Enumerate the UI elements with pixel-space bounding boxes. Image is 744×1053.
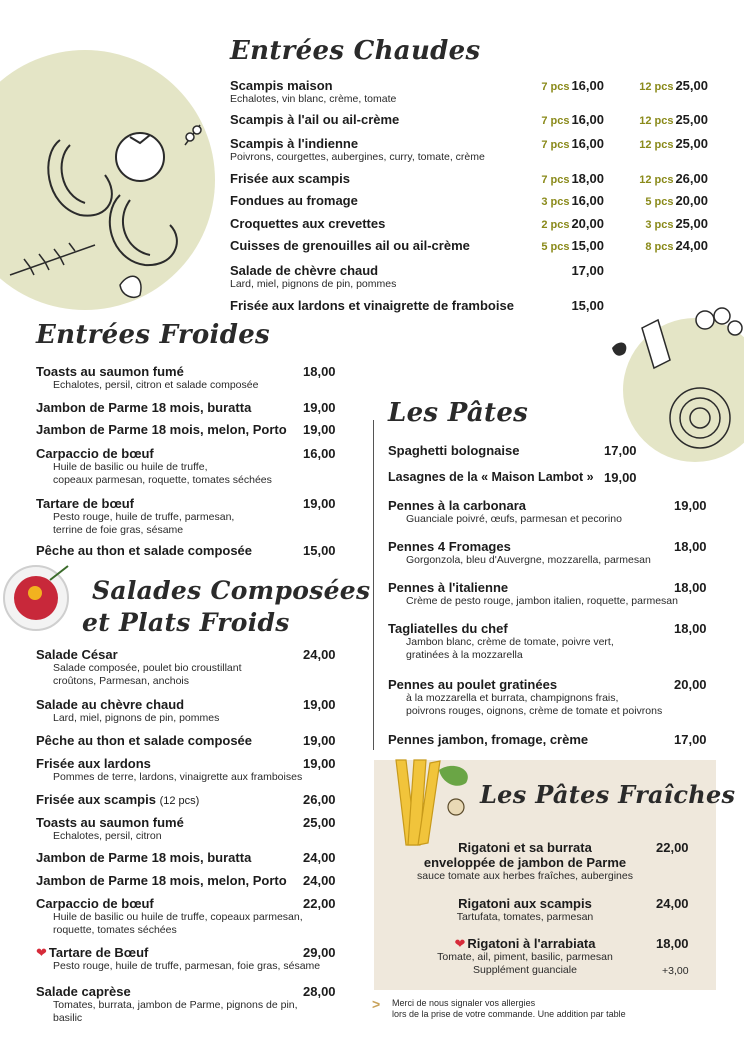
item-name bbox=[36, 792, 199, 809]
menu-item bbox=[230, 193, 358, 208]
item-price: 17,00 bbox=[604, 443, 637, 458]
item-quantity: 12 pcs bbox=[639, 174, 674, 186]
item-name: Pêche au thon et salade composée bbox=[36, 733, 253, 748]
menu-item bbox=[36, 873, 287, 888]
item-name: Lasagnes de la « Maison Lambot » bbox=[388, 470, 594, 484]
item-name: Rigatoni et sa burrata bbox=[458, 840, 592, 855]
item-quantity: 7 pcs bbox=[541, 115, 570, 127]
item-price: 16,00 bbox=[303, 446, 336, 461]
item-price: 16,00 bbox=[571, 78, 604, 93]
item-price: 19,00 bbox=[674, 498, 707, 513]
item-price-small bbox=[541, 112, 604, 129]
item-name: Fondues au fromage bbox=[230, 193, 358, 208]
item-price: 24,00 bbox=[656, 896, 689, 911]
menu-item bbox=[230, 78, 396, 106]
menu-item bbox=[400, 936, 650, 977]
item-quantity: 5 pcs bbox=[541, 241, 570, 253]
item-description: Guanciale poivré, œufs, parmesan et pecorino bbox=[406, 513, 622, 525]
item-description: terrine de foie gras, sésame bbox=[53, 524, 184, 536]
item-description: Poivrons, courgettes, aubergines, curry, tomate, crème bbox=[230, 151, 485, 163]
menu-item bbox=[230, 171, 350, 186]
tartare-plate-illustration bbox=[2, 562, 74, 634]
item-price: 24,00 bbox=[303, 873, 336, 888]
item-price: 17,00 bbox=[674, 732, 707, 747]
item-name: Spaghetti bolognaise bbox=[388, 443, 520, 458]
item-description: Tartufata, tomates, parmesan bbox=[456, 911, 594, 923]
rigatoni-illustration bbox=[384, 755, 474, 850]
item-description: Echalotes, persil, citron bbox=[53, 830, 162, 842]
item-price: 15,00 bbox=[303, 543, 336, 558]
item-price-small bbox=[541, 171, 604, 188]
menu-item bbox=[36, 400, 251, 415]
menu-item bbox=[388, 443, 519, 458]
menu-item bbox=[388, 677, 662, 718]
item-quantity: 3 pcs bbox=[541, 196, 570, 208]
item-description: roquette, tomates séchées bbox=[53, 924, 177, 936]
item-price: 25,00 bbox=[675, 78, 708, 93]
item-quantity: 12 pcs bbox=[639, 115, 674, 127]
item-price-small bbox=[541, 238, 604, 255]
item-price: 28,00 bbox=[303, 984, 336, 999]
menu-item bbox=[36, 364, 258, 392]
item-price-small bbox=[541, 216, 604, 233]
item-price: 16,00 bbox=[571, 193, 604, 208]
item-name-text: Tartare de Bœuf bbox=[48, 945, 149, 960]
item-price: 20,00 bbox=[675, 193, 708, 208]
item-price: 19,00 bbox=[303, 756, 336, 771]
item-price-large bbox=[639, 112, 708, 129]
section-title-entrees-froides: Entrées Froides bbox=[36, 320, 270, 350]
item-description: Salade composée, poulet bio croustillant bbox=[53, 662, 242, 674]
item-name bbox=[400, 936, 650, 951]
item-name: Frisée aux lardons bbox=[36, 756, 151, 771]
item-name: Tartare de bœuf bbox=[36, 496, 134, 511]
item-description: Lard, miel, pignons de pin, pommes bbox=[230, 278, 397, 290]
item-description: Tomates, burrata, jambon de Parme, pignons de pin, bbox=[53, 999, 298, 1011]
item-price-large bbox=[639, 171, 708, 188]
menu-item bbox=[36, 896, 303, 937]
item-quantity: 7 pcs bbox=[541, 81, 570, 93]
menu-item bbox=[36, 496, 234, 537]
item-quantity: 12 pcs bbox=[639, 139, 674, 151]
heart-icon: ❤ bbox=[454, 936, 466, 951]
item-price: 15,00 bbox=[571, 238, 604, 253]
item-price: 25,00 bbox=[675, 216, 708, 231]
item-description: basilic bbox=[53, 1012, 83, 1024]
item-price: 24,00 bbox=[675, 238, 708, 253]
item-price-large bbox=[639, 136, 708, 153]
item-description: à la mozzarella et burrata, champignons frais, bbox=[406, 692, 619, 704]
item-name: Salade de chèvre chaud bbox=[230, 263, 379, 278]
menu-item bbox=[400, 896, 650, 924]
menu-item bbox=[230, 298, 514, 313]
item-description: Huile de basilic ou huile de truffe, copeaux parmesan, bbox=[53, 911, 303, 923]
item-price: 19,00 bbox=[303, 496, 336, 511]
chevron-right-icon: > bbox=[372, 996, 381, 1012]
item-description: sauce tomate aux herbes fraîches, aubergines bbox=[417, 870, 633, 882]
mushroom-icon bbox=[448, 799, 464, 815]
item-name: Carpaccio de bœuf bbox=[36, 446, 154, 461]
item-quantity: 7 pcs bbox=[541, 174, 570, 186]
item-description: croûtons, Parmesan, anchois bbox=[53, 675, 189, 687]
item-description: Lard, miel, pignons de pin, pommes bbox=[53, 712, 220, 724]
item-name bbox=[36, 945, 320, 960]
item-price: 18,00 bbox=[656, 936, 689, 951]
menu-item bbox=[36, 422, 287, 437]
item-price-large bbox=[645, 216, 708, 233]
item-price: 29,00 bbox=[303, 945, 336, 960]
item-name: Pennes 4 Fromages bbox=[388, 539, 511, 554]
item-name: Pennes au poulet gratinées bbox=[388, 677, 558, 692]
item-name: Pennes à la carbonara bbox=[388, 498, 527, 513]
section-title-entrees-chaudes: Entrées Chaudes bbox=[230, 36, 481, 66]
item-description: Pesto rouge, huile de truffe, parmesan, foie gras, sésame bbox=[53, 960, 321, 972]
basil-icon bbox=[439, 766, 468, 786]
menu-item bbox=[230, 263, 396, 291]
item-name: Salade au chèvre chaud bbox=[36, 697, 185, 712]
item-price-small bbox=[541, 193, 604, 210]
section-title-pates-fraiches: Les Pâtes Fraîches bbox=[480, 780, 736, 809]
item-price-large bbox=[645, 238, 708, 255]
item-description: Huile de basilic ou huile de truffe, bbox=[53, 461, 208, 473]
menu-item bbox=[36, 647, 242, 688]
menu-item bbox=[388, 580, 678, 608]
item-price: 19,00 bbox=[604, 470, 637, 485]
item-price-small bbox=[541, 78, 604, 95]
menu-item bbox=[36, 945, 320, 973]
footer-line-2: lors de la prise de votre commande. Une addition par table bbox=[392, 1009, 626, 1019]
item-price: 20,00 bbox=[571, 216, 604, 231]
menu-item bbox=[388, 621, 614, 662]
item-price: 18,00 bbox=[303, 364, 336, 379]
item-quantity: 2 pcs bbox=[541, 219, 570, 231]
menu-item bbox=[230, 112, 399, 127]
item-name: Scampis maison bbox=[230, 78, 333, 93]
item-price: 18,00 bbox=[571, 171, 604, 186]
item-price: 19,00 bbox=[303, 733, 336, 748]
item-description: Echalotes, persil, citron et salade composée bbox=[53, 379, 259, 391]
item-description: Pesto rouge, huile de truffe, parmesan, bbox=[53, 511, 235, 523]
item-name: Tagliatelles du chef bbox=[388, 621, 508, 636]
menu-item bbox=[36, 984, 298, 1025]
item-name: Jambon de Parme 18 mois, buratta bbox=[36, 400, 252, 415]
item-price: 16,00 bbox=[571, 112, 604, 127]
item-name: Salade César bbox=[36, 647, 118, 662]
item-price: 26,00 bbox=[675, 171, 708, 186]
item-description: gratinées à la mozzarella bbox=[406, 649, 523, 661]
menu-item bbox=[388, 732, 588, 747]
menu-item bbox=[388, 498, 622, 526]
item-price: 26,00 bbox=[303, 792, 336, 807]
heart-icon: ❤ bbox=[36, 945, 47, 960]
item-name: Jambon de Parme 18 mois, buratta bbox=[36, 850, 252, 865]
item-name: Jambon de Parme 18 mois, melon, Porto bbox=[36, 422, 287, 437]
item-price: 19,00 bbox=[303, 400, 336, 415]
item-price: 24,00 bbox=[303, 647, 336, 662]
top-left-illustration bbox=[0, 45, 230, 315]
menu-item bbox=[36, 543, 252, 558]
item-price: 18,00 bbox=[674, 621, 707, 636]
item-price-small bbox=[541, 136, 604, 153]
menu-item bbox=[388, 539, 651, 567]
item-name: Jambon de Parme 18 mois, melon, Porto bbox=[36, 873, 287, 888]
item-price: 25,00 bbox=[675, 112, 708, 127]
menu-item bbox=[400, 840, 650, 883]
menu-item bbox=[36, 815, 184, 843]
item-description: poivrons rouges, oignons, crème de tomate et poivrons bbox=[406, 705, 663, 717]
item-name: Rigatoni aux scampis bbox=[458, 896, 592, 911]
supplement-price: +3,00 bbox=[662, 965, 689, 977]
item-price-large bbox=[639, 78, 708, 95]
item-price: 15,00 bbox=[571, 298, 604, 313]
item-name: Salade caprèse bbox=[36, 984, 131, 999]
footer-line-1: Merci de nous signaler vos allergies bbox=[392, 998, 536, 1008]
menu-item bbox=[230, 216, 385, 231]
item-name: Croquettes aux crevettes bbox=[230, 216, 386, 231]
green-circle bbox=[623, 318, 744, 462]
item-note: (12 pcs) bbox=[159, 795, 200, 807]
item-price: 22,00 bbox=[303, 896, 336, 911]
item-quantity: 12 pcs bbox=[639, 81, 674, 93]
item-name: Frisée aux lardons et vinaigrette de framboise bbox=[230, 298, 514, 313]
item-price: 17,00 bbox=[571, 263, 604, 278]
item-price: 19,00 bbox=[303, 422, 336, 437]
menu-item bbox=[36, 850, 251, 865]
item-quantity: 8 pcs bbox=[645, 241, 674, 253]
item-name: Toasts au saumon fumé bbox=[36, 364, 184, 379]
pates-divider bbox=[373, 420, 374, 750]
item-description: Tomate, ail, piment, basilic, parmesan bbox=[437, 951, 613, 963]
item-supplement: Supplément guanciale bbox=[473, 964, 577, 976]
section-title-les-pates: Les Pâtes bbox=[388, 398, 529, 428]
item-name-text: Rigatoni à l'arrabiata bbox=[467, 936, 596, 951]
item-name: Cuisses de grenouilles ail ou ail-crème bbox=[230, 238, 470, 253]
item-price: 25,00 bbox=[675, 136, 708, 151]
tomato-icon bbox=[116, 133, 164, 181]
item-description: Crème de pesto rouge, jambon italien, roquette, parmesan bbox=[406, 595, 678, 607]
item-description: Pommes de terre, lardons, vinaigrette aux framboises bbox=[53, 771, 303, 783]
item-name: Scampis à l'ail ou ail-crème bbox=[230, 112, 400, 127]
item-description: Gorgonzola, bleu d'Auvergne, mozzarella, parmesan bbox=[406, 554, 651, 566]
item-name: Scampis à l'indienne bbox=[230, 136, 359, 151]
item-price: 18,00 bbox=[674, 539, 707, 554]
section-title-salades-line2: et Plats Froids bbox=[82, 608, 290, 637]
item-quantity: 7 pcs bbox=[541, 139, 570, 151]
leaf-icon bbox=[612, 343, 626, 356]
item-quantity: 3 pcs bbox=[645, 219, 674, 231]
item-name-text: Frisée aux scampis bbox=[36, 792, 156, 807]
item-price: 20,00 bbox=[674, 677, 707, 692]
item-name: Frisée aux scampis bbox=[230, 171, 350, 186]
menu-item bbox=[36, 697, 219, 725]
menu-item bbox=[36, 756, 302, 784]
section-title-salades-line1: Salades Composées bbox=[92, 576, 371, 605]
item-description: Echalotes, vin blanc, crème, tomate bbox=[230, 93, 397, 105]
menu-item bbox=[230, 238, 470, 253]
menu-item bbox=[36, 792, 199, 809]
menu-item bbox=[36, 446, 272, 487]
item-description: copeaux parmesan, roquette, tomates séchées bbox=[53, 474, 272, 486]
item-name: Pêche au thon et salade composée bbox=[36, 543, 253, 558]
footer-note bbox=[372, 998, 626, 1020]
item-description: Jambon blanc, crème de tomate, poivre vert, bbox=[406, 636, 614, 648]
item-price: 18,00 bbox=[674, 580, 707, 595]
item-name: Pennes jambon, fromage, crème bbox=[388, 732, 589, 747]
item-price: 19,00 bbox=[303, 697, 336, 712]
menu-item bbox=[230, 136, 485, 164]
menu-item bbox=[388, 470, 594, 485]
item-price: 25,00 bbox=[303, 815, 336, 830]
item-price: 24,00 bbox=[303, 850, 336, 865]
item-price: 16,00 bbox=[571, 136, 604, 151]
item-price-large bbox=[645, 193, 708, 210]
menu-item bbox=[36, 733, 252, 748]
item-name-line2: enveloppée de jambon de Parme bbox=[423, 855, 627, 870]
item-quantity: 5 pcs bbox=[645, 196, 674, 208]
item-name: Carpaccio de bœuf bbox=[36, 896, 154, 911]
item-name: Toasts au saumon fumé bbox=[36, 815, 184, 830]
item-name: Pennes à l'italienne bbox=[388, 580, 509, 595]
item-price: 22,00 bbox=[656, 840, 689, 855]
